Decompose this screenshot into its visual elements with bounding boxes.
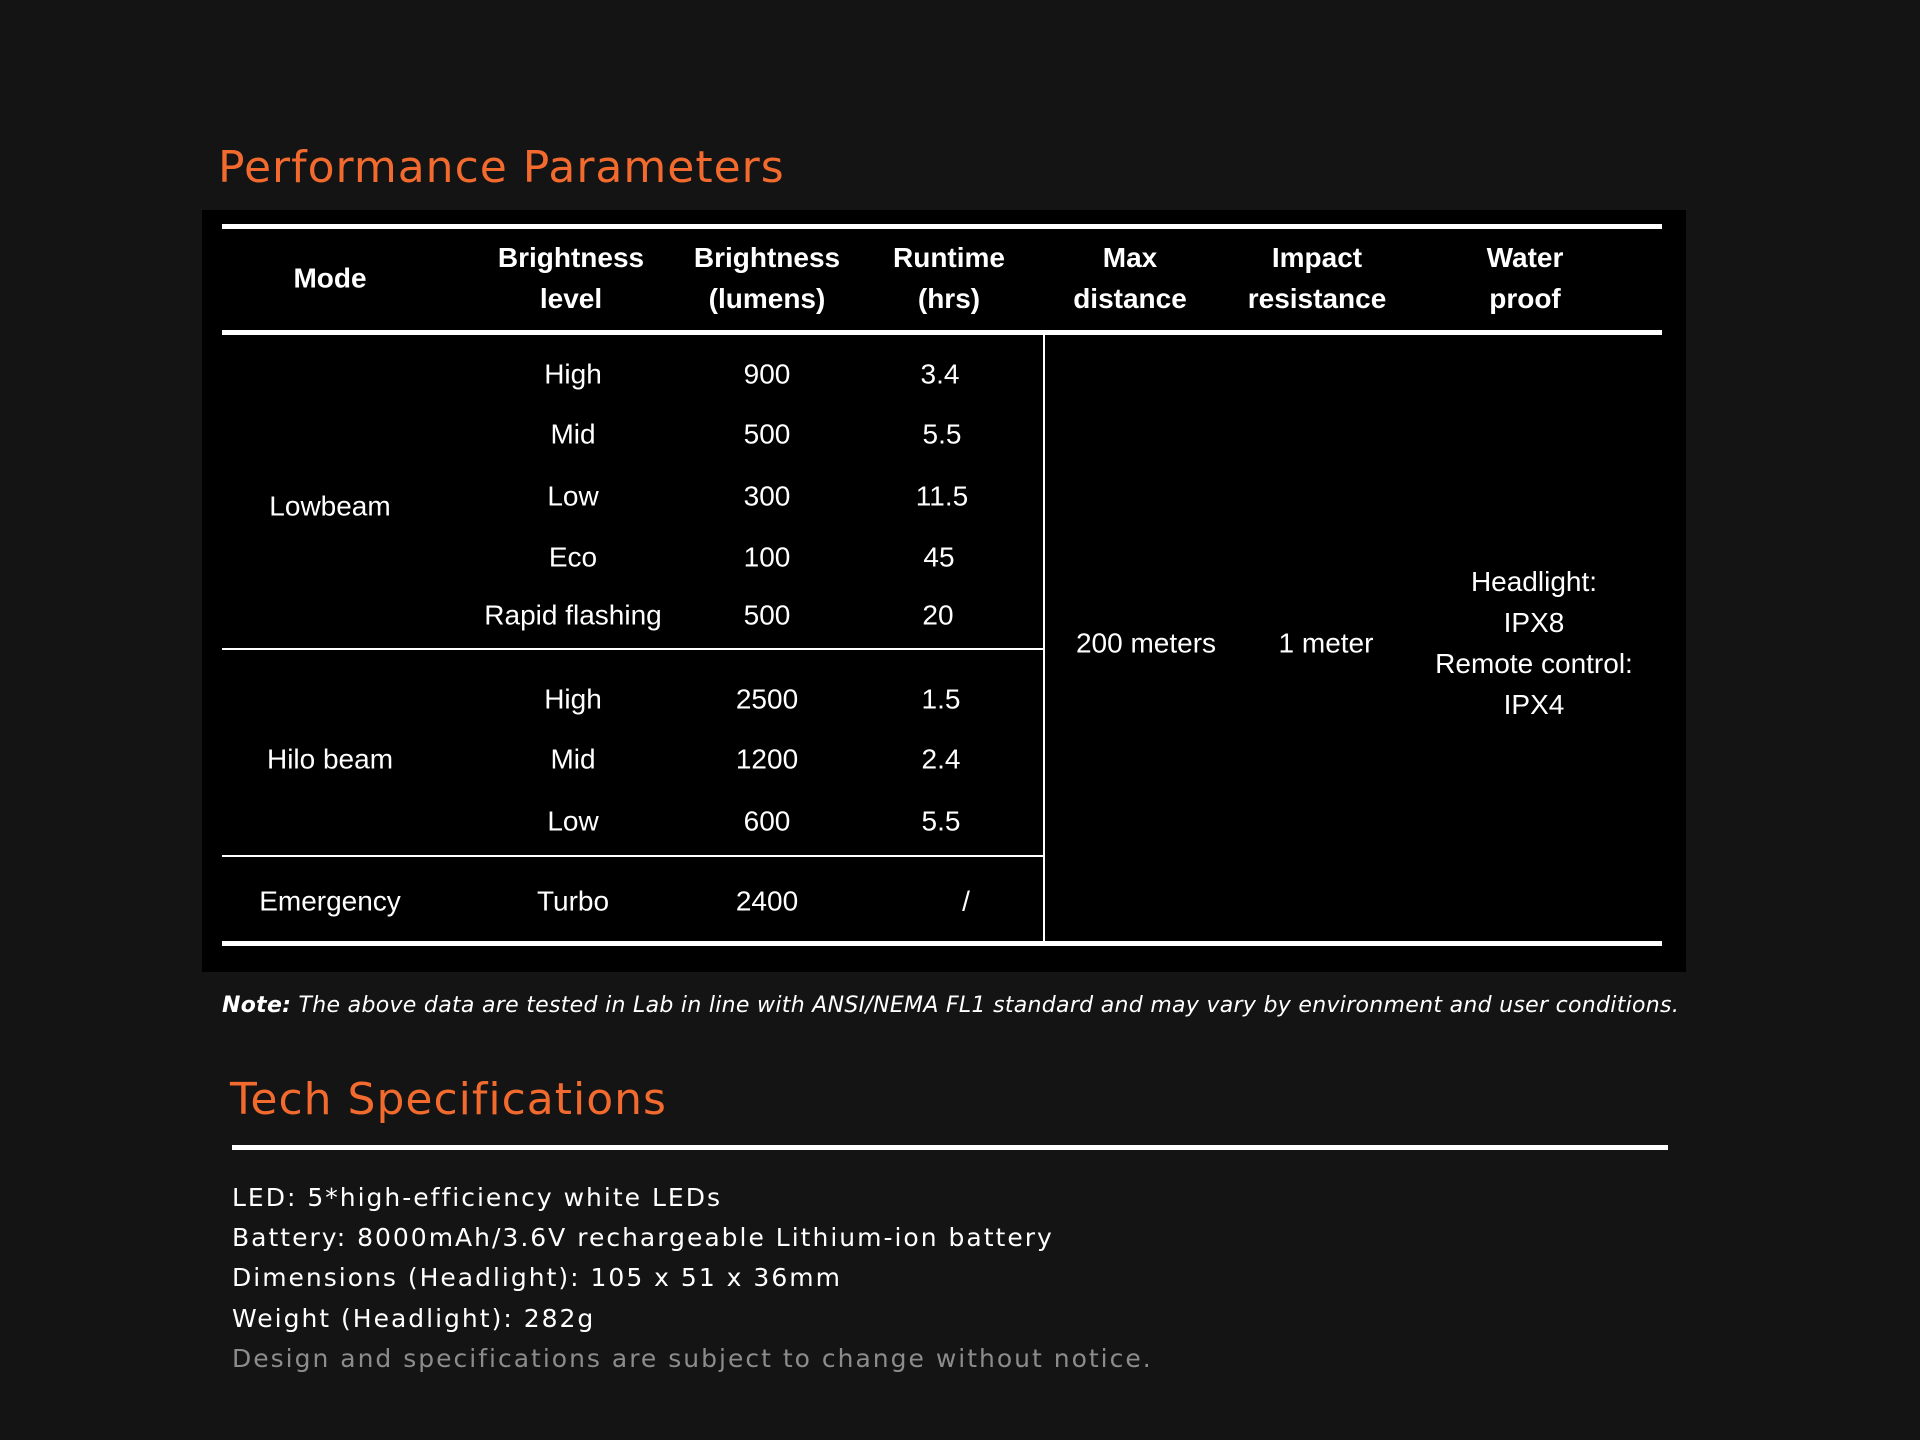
note-text: The above data are tested in Lab in line with ANSI/NEMA FL1 standard and may vary by environment and user conditions. [291, 993, 1680, 1018]
test-note [222, 993, 1679, 1018]
max-distance-value: 200 meters [1075, 627, 1217, 659]
table-cell-lumens: 100 [743, 541, 791, 573]
mode-lowbeam: Lowbeam [269, 490, 391, 522]
table-top-rule [222, 224, 1662, 229]
waterproof-line: Remote control: [1435, 648, 1633, 679]
spec-weight: Weight (Headlight): 282g [232, 1304, 596, 1333]
table-cell-lumens: 2400 [735, 885, 799, 917]
header-text: resistance [1247, 283, 1387, 314]
spec-dimensions: Dimensions (Headlight): 105 x 51 x 36mm [232, 1263, 842, 1292]
tech-specs-title: Tech Specifications [230, 1074, 667, 1125]
table-cell-level: High [544, 683, 602, 715]
spec-battery: Battery: 8000mAh/3.6V rechargeable Lithium-ion battery [232, 1223, 1054, 1252]
table-cell-level: Low [547, 805, 599, 837]
table-cell-level: Turbo [536, 885, 610, 917]
table-cell-runtime: / [962, 885, 970, 917]
header-text: proof [1489, 283, 1561, 314]
performance-title: Performance Parameters [218, 142, 785, 193]
mode-emergency: Emergency [259, 885, 401, 917]
table-cell-lumens: 2500 [735, 683, 799, 715]
header-mode [293, 258, 366, 299]
header-text: Water [1486, 242, 1564, 273]
table-cell-runtime: 5.5 [921, 805, 961, 837]
table-cell-runtime: 1.5 [921, 683, 961, 715]
table-cell-level: Eco [548, 541, 598, 573]
waterproof-line: IPX4 [1503, 689, 1565, 720]
spec-disclaimer: Design and specifications are subject to change without notice. [232, 1344, 1153, 1373]
table-cell-lumens: 600 [743, 805, 791, 837]
mode-hilo-beam: Hilo beam [266, 743, 394, 775]
performance-table [202, 210, 1686, 972]
table-cell-runtime: 3.4 [920, 358, 960, 390]
header-text: Impact [1271, 242, 1363, 273]
header-text: level [539, 283, 603, 314]
waterproof-value [1435, 561, 1633, 725]
table-cell-level: Mid [550, 418, 596, 450]
table-cell-runtime: 45 [923, 541, 955, 573]
table-cell-runtime: 11.5 [915, 480, 969, 512]
table-bottom-rule [222, 941, 1662, 946]
table-cell-runtime: 20 [922, 599, 954, 631]
lowbeam-divider [222, 648, 1044, 650]
tech-specs-rule [232, 1145, 1668, 1150]
header-text: Runtime [893, 242, 1005, 273]
header-text: distance [1073, 283, 1187, 314]
column-divider [1043, 335, 1045, 943]
header-text: Brightness [693, 242, 841, 273]
impact-resistance-value: 1 meter [1278, 627, 1374, 659]
header-text: (lumens) [708, 283, 826, 314]
table-header-rule [222, 330, 1662, 335]
header-runtime [893, 237, 1005, 319]
header-text: Max [1102, 242, 1158, 273]
header-text: Brightness [497, 242, 645, 273]
table-cell-level: Low [547, 480, 599, 512]
header-brightness-lumens [694, 237, 840, 319]
header-mode-text: Mode [293, 262, 367, 294]
table-cell-lumens: 1200 [735, 743, 799, 775]
header-water [1487, 237, 1564, 319]
header-impact [1248, 237, 1387, 319]
waterproof-line: IPX8 [1503, 607, 1565, 638]
header-max-distance [1073, 237, 1187, 319]
table-cell-lumens: 300 [743, 480, 791, 512]
spec-led: LED: 5*high-efficiency white LEDs [232, 1183, 722, 1212]
table-cell-level: Rapid flashing [484, 599, 662, 631]
table-cell-level: High [544, 358, 602, 390]
table-cell-lumens: 900 [743, 358, 791, 390]
header-brightness-level [498, 237, 644, 319]
header-text: (hrs) [917, 283, 981, 314]
table-cell-runtime: 2.4 [921, 743, 961, 775]
table-cell-level: Mid [550, 743, 596, 775]
note-label: Note: [222, 993, 292, 1018]
table-cell-runtime: 5.5 [922, 418, 962, 450]
waterproof-line: Headlight: [1470, 566, 1598, 597]
table-cell-lumens: 500 [743, 599, 791, 631]
table-cell-lumens: 500 [743, 418, 791, 450]
hilo-divider [222, 855, 1044, 857]
